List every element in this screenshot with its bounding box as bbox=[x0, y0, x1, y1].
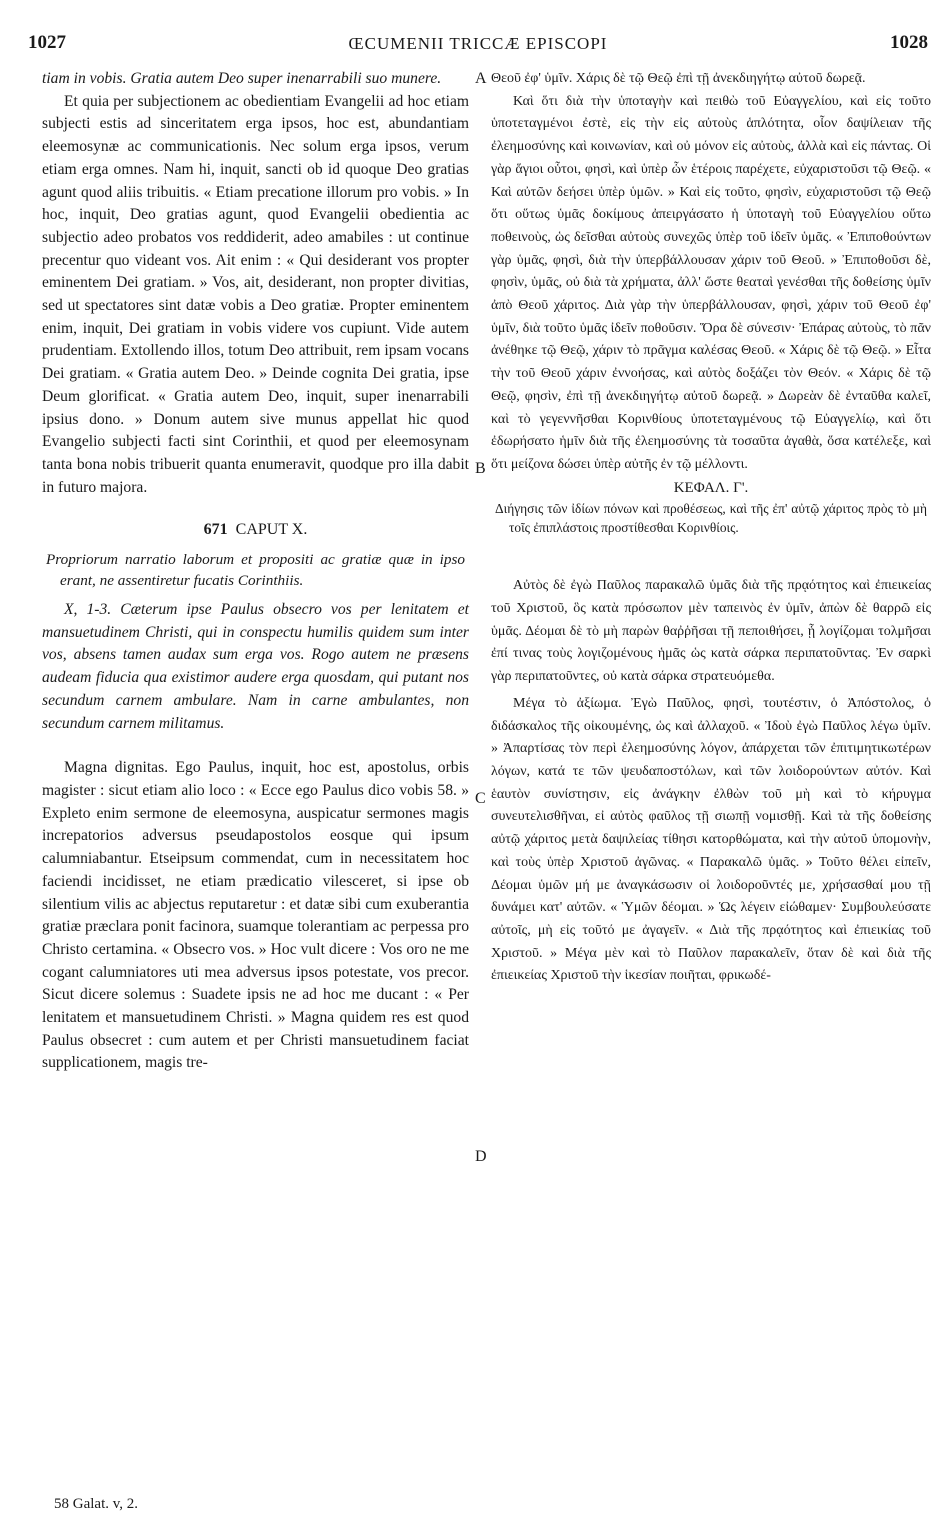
latin-scripture-verse: X, 1-3. Cæterum ipse Paulus obsecro vos per lenitatem et mansuetudinem Christi, qui in conspectu humilis quidem sum inter vos, absens tamen audax sum erga vos. Rogo autem ne præsens audeam fiducia qua existimor audere erga quosdam, qui putant nos secundum carnem ambulare. Nam in carne ambulantes, non secundum carnem militamus. bbox=[42, 601, 469, 732]
greek-chapter-heading: ΚΕΦΑΛ. Γ'. bbox=[673, 479, 749, 496]
greek-scripture-verse: Αὐτὸς δὲ ἐγὼ Παῦλος παρακαλῶ ὑμᾶς διὰ τῆς πρᾳότητος καὶ ἐπιεικείας τοῦ Χριστοῦ, ὃς κατὰ πρόσωπον μὲν ταπεινὸς ἐν ὑμῖν, ἀπὼν δὲ θαρρῶ εἰς ὑμᾶς. Δέομαι δὲ τὸ μὴ παρὼν θαῤῥῆσαι τῇ πεποιθήσει, ᾗ λογίζομαι τολμῆσαι ἐπί τινας τοὺς λογιζομένους ἡμᾶς ὡς κατὰ σάρκα περιπατοῦντας. Ἐν σαρκὶ γὰρ περιπατοῦντες, οὐ κατὰ σάρκα στρατευόμεθα. bbox=[491, 578, 931, 685]
page-header bbox=[28, 32, 928, 58]
footnote: 58 Galat. v, 2. bbox=[54, 1496, 139, 1512]
latin-paragraph: Et quia per subjectionem ac obedientiam Evangelii ad hoc etiam subjecti estis ad sinceritatem erga ipsos, hoc est, abundantiam eleemosynæ ac communicationis. Nec solum erga ipsos, verum etiam erga omnes. Nam hi, inquit, sancti ob id quoque Deo gratias agunt quod aliis tribuitis. « Etiam precatione illorum pro vobis. » In hoc, inquit, Deo gratias agunt, quod Evangelii obedientia ac subjectio adeo probatos vos reddiderit, adeo amabiles : ut continue precentur quo videant vos. Ait enim : « Qui desiderant vos propter eminentem Dei gratiam. » Vos, ait, desiderant, non propter divitias, sed ut spectatores sint datæ vobis a Deo gratiæ. Propter eminentem enim, inquit, Dei gratiam in vobis videre vos cupiunt. Vide autem prudentiam. Extollendo illos, totum Deo attribuit, rem ipsam vocans Dei gratiam. « Gratia autem Deo. » Deinde cognita Dei gratia, ipse Deum glorificat. « Gratia autem Deo, inquit, super inenarrabili ipsius dono. » Donum autem sive munus appellat hic quod Evangelio subjecti facti sint Corinthii, et quod per eleemosynam tanta bona nobis tribuerit quanta enumeravit, quodque pro illa dabit in futuro majora. bbox=[42, 92, 469, 496]
greek-paragraph: Καὶ ὅτι διὰ τὴν ὑποταγὴν καὶ πειθὼ τοῦ Εὐαγγελίου, καὶ εἰς τοῦτο ὑποτεταγμένοι ἐστὲ, εἰς τὴν εἰς αὐτοὺς ἁπλότητα, οἷον δαψίλειαν τῆς ἐλεημοσύνης καὶ κοινωνίαν, καὶ οὐ μόνον εἰς αὐτοὺς, ἀλλὰ καὶ εἰς πάντας. Οἱ γὰρ ἅγιοι οὗτοι, φησὶ, καὶ ὑπὲρ ὧν ἑτέροις παρέχετε, εὐχαριστοῦσι τῷ Θεῷ. « Καὶ αὐτῶν δεήσει ὑπὲρ ὑμῶν. » Καὶ εἰς τοῦτο, φησὶν, εὐχαριστοῦσι τῷ Θεῷ ὅτι οὕτως ὑμᾶς δοκίμους ἀπειργάσατο ἡ ὑποταγὴ τοῦ Εὐαγγελίου οὕτω ποθεινοὺς, ὡς δεῖσθαι αὐτοὺς συνεχῶς ὑπὲρ τοῦ ἰδεῖν ὑμᾶς. « Ἐπιποθούντων γὰρ ὑμᾶς, φησὶ, διὰ τὴν ὑπερβάλλουσαν χάριν τοῦ Θεοῦ. » Ἐπιποθοῦσι δὲ, φησὶν, ὑμᾶς, οὐ διὰ τὰ χρήματα, ἀλλ' ὥστε θεαταὶ γενέσθαι τῆς δοθείσης ὑμῖν ἀπὸ Θεοῦ χάριτος. Διὰ γὰρ τὴν ὑπερβάλλουσαν, φησὶ, χάριν τοῦ Θεοῦ ἐφ' ὑμῖν, διὰ τοῦτο ὑμᾶς ἰδεῖν ποθοῦσιν. Ὅρα δὲ σύνεσιν· Ἐπάρας αὐτοὺς, τὸ πᾶν ἀνέθηκε τῷ Θεῷ, χάριν τὸ πρᾶγμα καλέσας Θεοῦ. « Χάρις δὲ τῷ Θεῷ. » Εἶτα τὴν τοῦ Θεοῦ χάριν ἐννοήσας, καὶ αὐτὸς δοξάζει τὸν Θεόν. « Χάρις δὲ τῷ Θεῷ, φησὶν, ἐπὶ τῇ ἀνεκδιηγήτῳ αὐτοῦ δωρεᾷ. » Δωρεὰν δὲ ἐνταῦθα καλεῖ, καὶ τὸ γεγεννῆσθαι Κορινθίους ὑποτεταγμένους τῷ Εὐαγγελίῳ, καὶ ὅτι ἐδωρήσατο ἡμῖν διὰ τῆς ἐλεημοσύνης τὰ τοσαῦτα ἀγαθὰ, ὅσα κατέλεξε, καὶ ὅτι μείζονα δώσει ὑπὲρ αὐτῆς ἐν τῷ μέλλοντι. bbox=[491, 93, 931, 472]
greek-column bbox=[491, 68, 931, 988]
page-number-left: 1027 bbox=[28, 32, 66, 53]
page-number-right: 1028 bbox=[890, 32, 928, 53]
margin-letter-b: B bbox=[475, 460, 486, 477]
margin-letter-c: C bbox=[475, 790, 486, 807]
running-title: ŒCUMENII TRICCÆ EPISCOPI bbox=[348, 34, 608, 53]
margin-letter-a: A bbox=[475, 70, 487, 87]
latin-paragraph: tiam in vobis. Gratia autem Deo super inenarrabili suo munere. bbox=[42, 70, 442, 87]
column-number: 671 bbox=[203, 521, 228, 539]
greek-paragraph: Μέγα τὸ ἀξίωμα. Ἐγὼ Παῦλος, φησὶ, τουτέστιν, ὁ Ἀπόστολος, ὁ διδάσκαλος τῆς οἰκουμένης, ὡς καὶ ἀλλαχοῦ. « Ἰδοὺ ἐγὼ Παῦλος λέγω ὑμῖν. » Ἀπαρτίσας τὸν περὶ ἐλεημοσύνης λόγον, ἀπάρχεται τῶν ἐπιτιμητικωτέρων λόγων, κατά τε τῶν ψευδαποστόλων, καὶ τῶν λοιδορούντων αὐτόν. Καὶ ἑαυτὸν συνίστησιν, εἰς ἀνάγκην ἐλθὼν τοῦ μὴ καὶ τὸ κήρυγμα συνευτελισθῆναι, εἰ αὐτὸς φαῦλος τῇ σιωπῇ νομισθῇ. Καὶ τὰ τῆς δοθείσης αὐτῷ χάριτος μετὰ δαψιλείας τίθησι κατορθώματα, καὶ τὴν αὐτοῦ ὑπομονὴν, καὶ τοὺς ὑπὲρ Χριστοῦ ἀγῶνας. « Παρακαλῶ ὑμᾶς. » Τοῦτο θέλει εἰπεῖν, Δέομαι ὑμῶν μή με ἀναγκάσωσιν οἱ λοιδοροῦντές με, χρήσασθαί μου τῇ δυνάμει κατ' αὐτῶν. « Ὑμῶν δέομαι. » Ὡς λέγειν εἰώθαμεν· Συμβουλεύσατε αὐτοῖς, μὴ εἰς τοῦτό με ἀγαγεῖν. « Διὰ τῆς πρᾳότητος καὶ ἐπιεικίας τοῦ Χριστοῦ. » Μέγα μὲν καὶ τὸ Παῦλον παρακαλεῖν, ὅταν δὲ καὶ διὰ τῆς ἐπιεικείας Χριστοῦ τὴν ἱκεσίαν ποιῆται, φρικωδέ- bbox=[491, 695, 931, 984]
greek-chapter-summary: Διήγησις τῶν ἰδίων πόνων καὶ προθέσεως, καὶ τῆς ἐπ' αὐτῷ χάριτος πρὸς τὸ μὴ τοῖς ἐπιπλάστοις προστίθεσθαι Κορινθίοις. bbox=[495, 501, 927, 536]
margin-letter-d: D bbox=[475, 1148, 487, 1165]
greek-paragraph: Θεοῦ ἐφ' ὑμῖν. Χάρις δὲ τῷ Θεῷ ἐπὶ τῇ ἀνεκδιηγήτῳ αὐτοῦ δωρεᾷ. bbox=[491, 71, 866, 86]
latin-chapter-summary: Propriorum narratio laborum et propositi ac gratiæ quæ in ipso erant, ne assentiretur fucatis Corinthiis. bbox=[46, 551, 465, 589]
latin-chapter-title: CAPUT X. bbox=[235, 521, 308, 539]
latin-column bbox=[42, 68, 469, 1075]
latin-paragraph: Magna dignitas. Ego Paulus, inquit, hoc est, apostolus, orbis magister : sicut etiam alio loco : « Ecce ego Paulus dico vobis 58. » Expleto enim sermone de eleemosyna, auspicatur sermones magis increpatorios adversus pseudapostolos eosque qui ipsum calumniabantur. Etseipsum commendat, cum in necessitatem hoc faciendi incidisset, ne etiam prædicatio vilesceret, si ipse ob silentium vilis ac abjectus reputaretur : et datæ sibi cum exuberantia gratiæ præclara ponit facinora, suamque tolerantiam ac perpessa pro Christo certamina. « Obsecro vos. » Hoc vult dicere : Vos oro ne me cogant calumniatores uti mea adversus ipsos potestate, vos precor. Sicut dicere solemus : Suadete ipsis ne ad hoc me ducant : « Per lenitatem et mansuetudinem Christi. » Magna quidem res est quod Paulus obsecret : cum autem et per Christi mansuetudinem faciat supplicationem, magis tre- bbox=[42, 759, 469, 1072]
latin-chapter-heading bbox=[42, 519, 469, 542]
